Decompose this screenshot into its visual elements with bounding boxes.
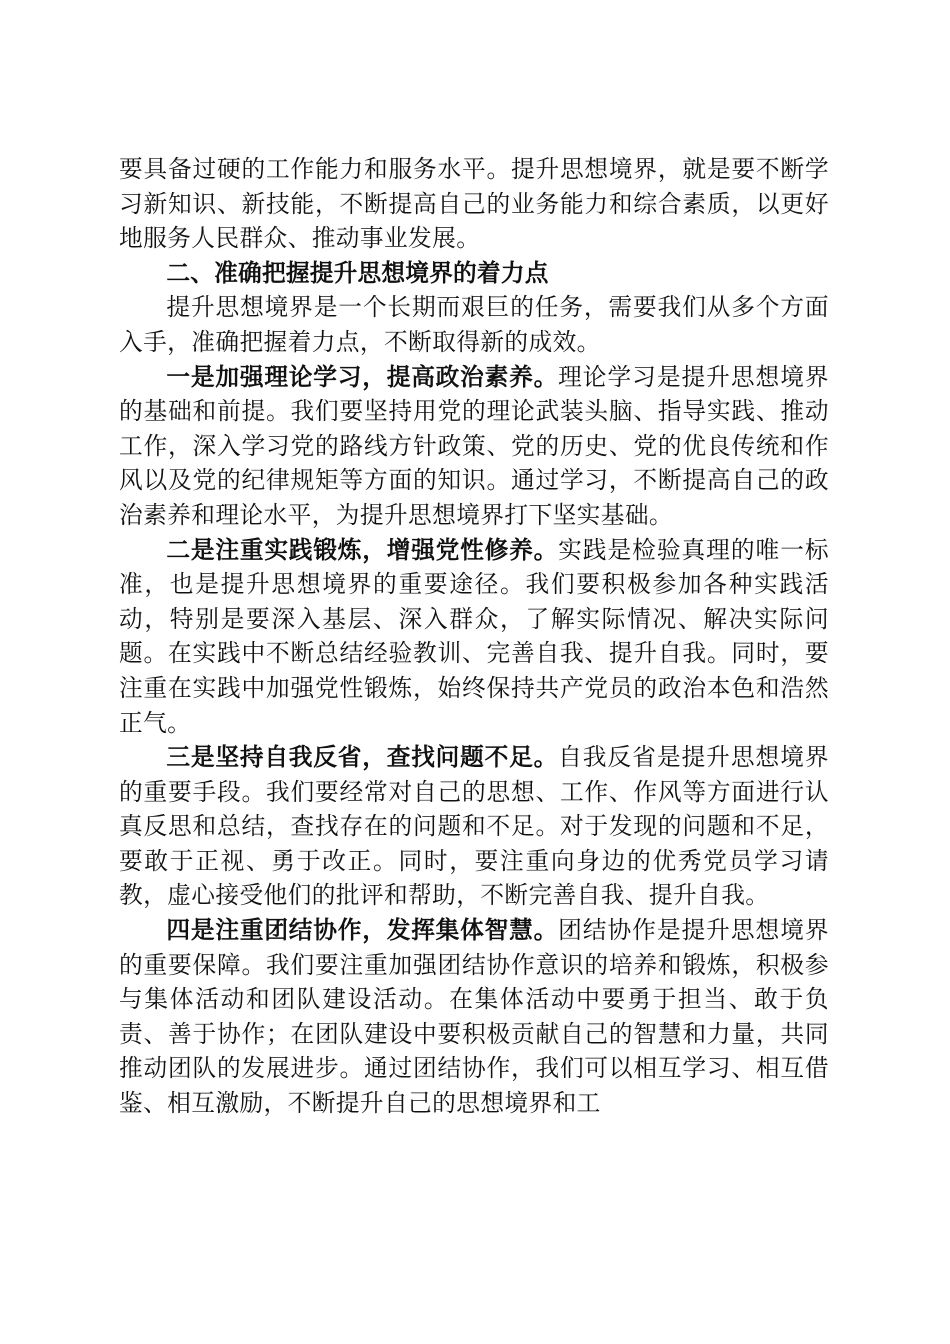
section-intro-paragraph: 提升思想境界是一个长期而艰巨的任务，需要我们从多个方面入手，准确把握着力点，不断取得新的成效。 [119, 293, 829, 356]
point-lead-1: 一是加强理论学习，提高政治素养。 [166, 362, 559, 391]
point-lead-2: 二是注重实践锻炼，增强党性修养。 [166, 535, 559, 564]
intro-paragraph: 要具备过硬的工作能力和服务水平。提升思想境界，就是要不断学习新知识、新技能，不断提高自己的业务能力和综合素质，以更好地服务人民群众、推动事业发展。 [119, 155, 829, 253]
document-page [119, 152, 829, 1121]
point-body-4: 团结协作是提升思想境界的重要保障。我们要注重加强团结协作意识的培养和锻炼，积极参与集体活动和团队建设活动。在集体活动中要勇于担当、敢于负责、善于协作；在团队建设中要积极贡献自己的智慧和力量，共同推动团队的发展进步。通过团结协作，我们可以相互学习、相互借鉴、相互激励，不断提升自己的思想境界和工 [119, 916, 829, 1118]
point-lead-3: 三是坚持自我反省，查找问题不足。 [166, 743, 559, 772]
section-heading: 二、准确把握提升思想境界的着力点 [166, 258, 549, 287]
point-paragraph-1 [119, 360, 829, 533]
point-body-2: 实践是检验真理的唯一标准，也是提升思想境界的重要途径。我们要积极参加各种实践活动，特别是要深入基层、深入群众，了解实际情况、解决实际问题。在实践中不断总结经验教训、完善自我、提升自我。同时，要注重在实践中加强党性锻炼，始终保持共产党员的政治本色和浩然正气。 [119, 535, 829, 737]
point-body-3: 自我反省是提升思想境界的重要手段。我们要经常对自己的思想、工作、作风等方面进行认真反思和总结，查找存在的问题和不足。对于发现的问题和不足，要敢于正视、勇于改正。同时，要注重向身边的优秀党员学习请教，虚心接受他们的批评和帮助，不断完善自我、提升自我。 [119, 743, 829, 910]
point-paragraph-3 [119, 740, 829, 913]
point-body-1: 理论学习是提升思想境界的基础和前提。我们要坚持用党的理论武装头脑、指导实践、推动工作，深入学习党的路线方针政策、党的历史、党的优良传统和作风以及党的纪律规矩等方面的知识。通过学习，不断提高自己的政治素养和理论水平，为提升思想境界打下坚实基础。 [119, 362, 829, 529]
point-lead-4: 四是注重团结协作，发挥集体智慧。 [166, 916, 559, 945]
point-paragraph-4 [119, 913, 829, 1121]
point-paragraph-2 [119, 533, 829, 741]
